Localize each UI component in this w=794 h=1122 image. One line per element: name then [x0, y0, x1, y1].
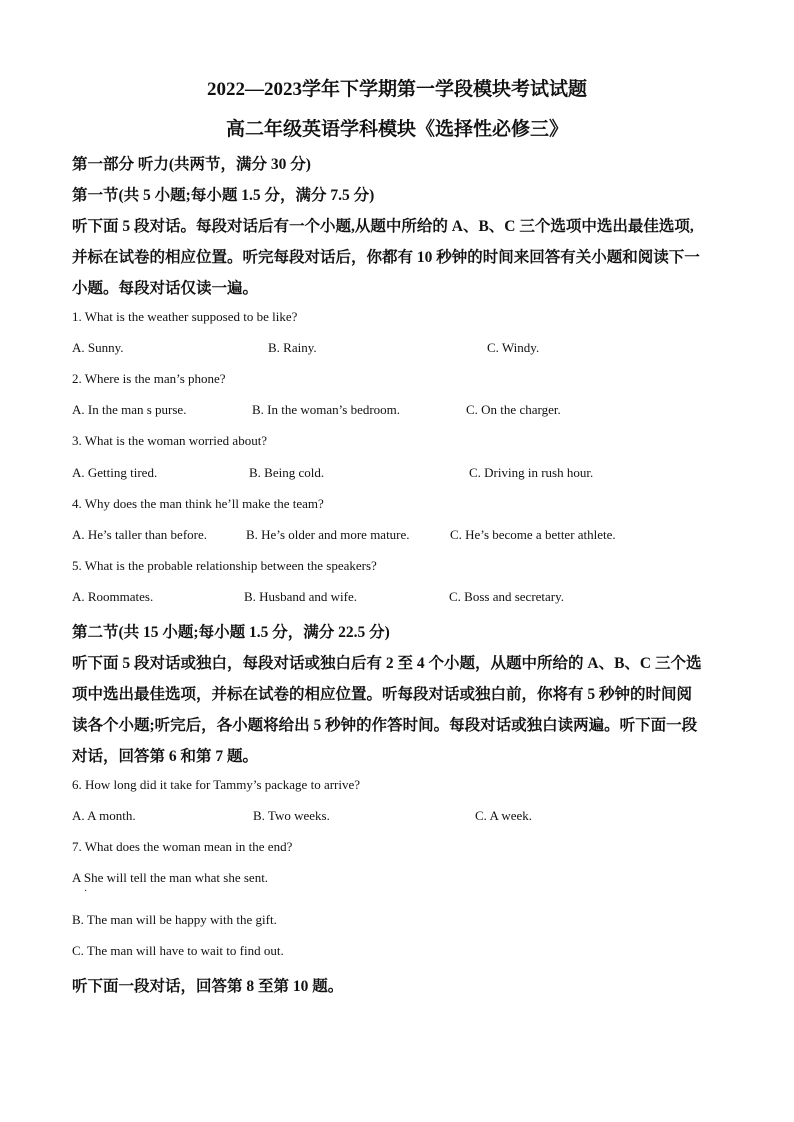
option-c: C. Driving in rush hour. [469, 465, 594, 480]
exam-subtitle: 高二年级英语学科模块《选择性必修三》 [225, 119, 568, 140]
question-6: 6. How long did it take for Tammy’s package to arrive? [72, 777, 361, 792]
question-4: 4. Why does the man think he’ll make the team? [72, 496, 324, 511]
section2-instruction-line: 项中选出最佳选项，并标在试卷的相应位置。听每段对话或独白前，你将有 5 秒钟的时间阅 [72, 686, 693, 703]
option-a: A. Sunny. [72, 340, 124, 355]
option-c: C. On the charger. [466, 402, 561, 417]
option-a: A. Roommates. [72, 589, 154, 604]
option-a: A She will tell the man what she sent. [72, 870, 269, 885]
option-c: C. The man will have to wait to find out. [72, 943, 284, 958]
option-b: B. He’s older and more mature. [246, 527, 410, 542]
part1-heading: 第一部分 听力(共两节，满分 30 分) [72, 156, 311, 173]
section2-instruction-line: 对话，回答第 6 和第 7 题。 [72, 748, 259, 765]
stray-dot: · [84, 886, 88, 897]
section1-instruction-line: 并标在试卷的相应位置。听完每段对话后，你都有 10 秒钟的时间来回答有关小题和阅读下一 [72, 249, 700, 266]
option-c: C. He’s become a better athlete. [450, 527, 616, 542]
section1-heading: 第一节(共 5 小题;每小题 1.5 分，满分 7.5 分) [72, 187, 375, 204]
question-5: 5. What is the probable relationship between the speakers? [72, 558, 377, 573]
option-b: B. The man will be happy with the gift. [72, 912, 277, 927]
question-3: 3. What is the woman worried about? [72, 433, 268, 448]
question-7: 7. What does the woman mean in the end? [72, 839, 293, 854]
section1-instruction-line: 听下面 5 段对话。每段对话后有一个小题,从题中所给的 A、B、C 三个选项中选出最佳选项, [72, 218, 694, 235]
option-c: C. Boss and secretary. [449, 589, 565, 604]
next-dialog-instruction: 听下面一段对话，回答第 8 至第 10 题。 [72, 978, 344, 995]
option-a: A. In the man s purse. [72, 402, 187, 417]
exam-title: 2022—2023学年下学期第一学段模块考试试题 [206, 79, 587, 100]
option-b: B. Two weeks. [253, 808, 330, 823]
section2-heading: 第二节(共 15 小题;每小题 1.5 分，满分 22.5 分) [72, 624, 390, 641]
option-b: B. Being cold. [249, 465, 325, 480]
option-a: A. A month. [72, 808, 136, 823]
question-1: 1. What is the weather supposed to be like? [72, 309, 298, 324]
option-a: A. Getting tired. [72, 465, 158, 480]
question-2: 2. Where is the man’s phone? [72, 371, 226, 386]
option-c: C. A week. [475, 808, 533, 823]
section2-instruction-line: 读各个小题;听完后，各小题将给出 5 秒钟的作答时间。每段对话或独白读两遍。听下面一段 [72, 717, 698, 734]
section2-instruction-line: 听下面 5 段对话或独白，每段对话或独白后有 2 至 4 个小题，从题中所给的 A、B、C 三个选 [72, 655, 702, 672]
option-b: B. Husband and wife. [244, 589, 358, 604]
option-c: C. Windy. [487, 340, 540, 355]
option-a: A. He’s taller than before. [72, 527, 208, 542]
option-b: B. Rainy. [268, 340, 317, 355]
section1-instruction-line: 小题。每段对话仅读一遍。 [72, 280, 259, 297]
option-b: B. In the woman’s bedroom. [252, 402, 401, 417]
